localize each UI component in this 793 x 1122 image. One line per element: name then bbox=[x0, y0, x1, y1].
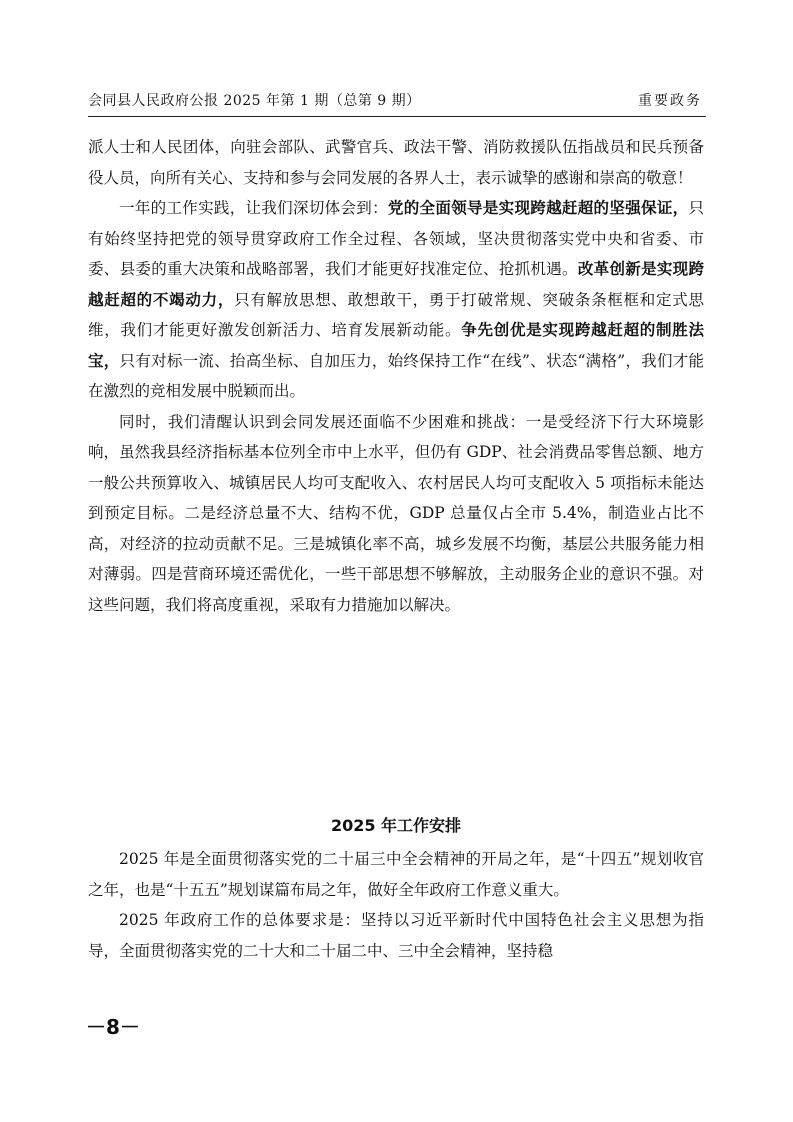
document-body-plan bbox=[88, 844, 704, 966]
experience-intro: 一年的工作实践，让我们深切体会到： bbox=[119, 199, 388, 217]
page-number: －8－ bbox=[86, 1015, 140, 1039]
key-point-strive-excellence: 争先创优是实现跨越赶超的制胜法宝， bbox=[88, 321, 704, 370]
key-point-reform-innovation: 改革创新是实现跨越赶超的不竭动力， bbox=[88, 260, 704, 309]
paragraph-2025-requirements: 2025 年政府工作的总体要求是：坚持以习近平新时代中国特色社会主义思想为指导，全面贯彻落实党的二十大和二十届二中、三中全会精神，坚持稳 bbox=[88, 911, 704, 960]
document-body bbox=[88, 132, 704, 620]
page-header bbox=[88, 86, 706, 117]
paragraph-challenges: 同时，我们清醒认识到会同发展还面临不少困难和挑战：一是受经济下行大环境影响，虽然我县经济指标基本位列全市中上水平，但仍有 GDP、社会消费品零售总额、地方一般公共预算收入、城镇居民人均可支配收入、农村居民人均可支配收入 5 项指标未能达到预定目标。二是经济总量不大、结构不优，GDP 总量仅占全市 5.4%，制造业占比不高，对经济的拉动贡献不足。三是城镇化率不高，城乡发展不均衡，基层公共服务能力相对薄弱。四是营商环境还需优化，一些干部思想不够解放，主动服务企业的意识不强。对这些问题，我们将高度重视，采取有力措施加以解决。 bbox=[88, 412, 704, 614]
section-label: 重要政务 bbox=[638, 93, 702, 109]
paragraph-2025-significance: 2025 年是全面贯彻落实党的二十届三中全会精神的开局之年，是“十四五”规划收官之年，也是“十五五”规划谋篇布局之年，做好全年政府工作意义重大。 bbox=[88, 850, 704, 899]
publication-title: 会同县人民政府公报 2025 年第 1 期（总第 9 期） bbox=[88, 93, 421, 109]
paragraph-thanks: 派人士和人民团体，向驻会部队、武警官兵、政法干警、消防救援队伍指战员和民兵预备役人员，向所有关心、支持和参与会同发展的各界人士，表示诚挚的感谢和崇高的敬意！ bbox=[88, 138, 704, 187]
experience-text-1: 只有始终坚持把党的领导贯穿政府工作全过程、各领域，坚决贯彻落实党中央和省委、市委、县委的重大决策和战略部署，我们才能更好找准定位、抢抓机遇。 bbox=[88, 199, 704, 278]
key-point-party-leadership: 党的全面领导是实现跨越赶超的坚强保证， bbox=[387, 199, 689, 217]
paragraph-experience bbox=[88, 193, 704, 407]
experience-text-2: 只有解放思想、敢想敢干，勇于打破常规、突破条条框框和定式思维，我们才能更好激发创新活力、培育发展新动能。 bbox=[88, 290, 704, 339]
experience-text-3: 只有对标一流、抬高坐标、自加压力，始终保持工作“在线”、状态“满格”，我们才能在激烈的竞相发展中脱颖而出。 bbox=[88, 351, 704, 400]
section-heading-2025-plan: 2025 年工作安排 bbox=[330, 816, 462, 835]
